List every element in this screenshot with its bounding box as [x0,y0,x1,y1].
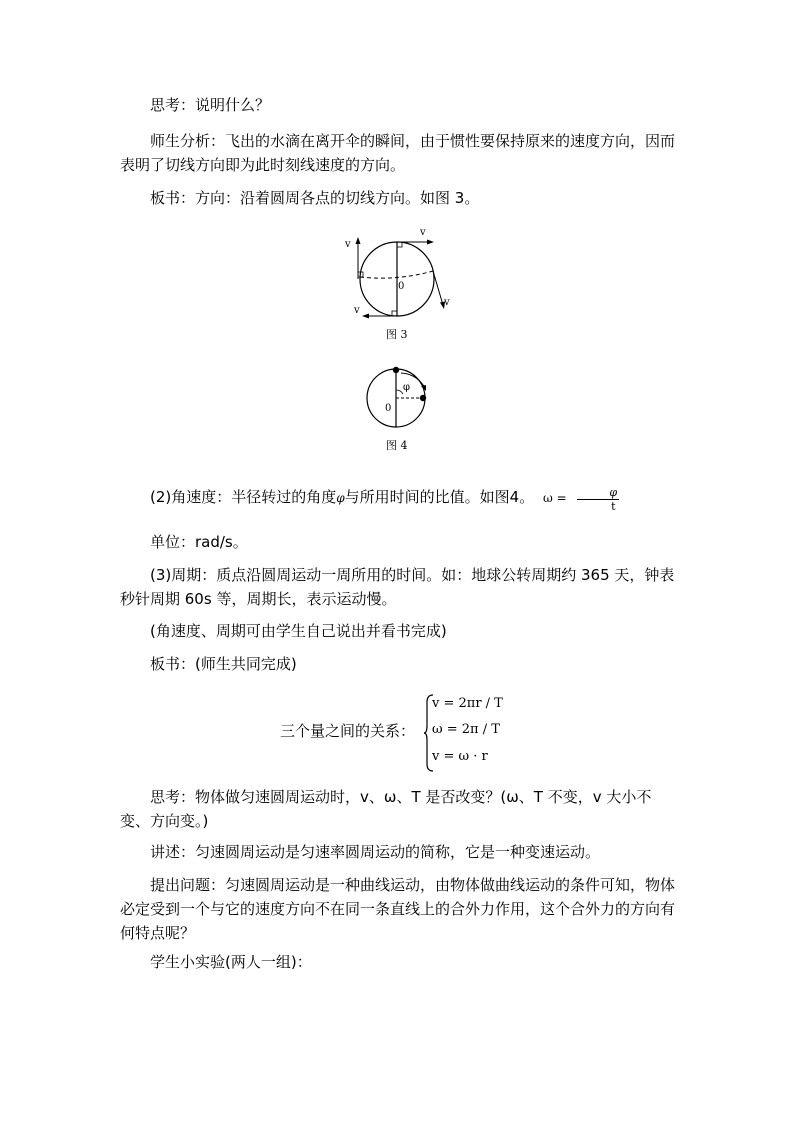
formula-angular-velocity: ω = 2π / T [432,722,500,737]
paragraph-experiment: 学生小实验(两人一组)： [150,953,312,971]
paragraph-lecture: 讲述：匀速圆周运动是匀速率圆周运动的简称，它是一种变速运动。 [150,843,601,861]
paragraph-note: (角速度、周期可由学生自己说出并看书完成) [150,622,447,640]
formula-block [280,692,580,772]
figure-3-diagram [340,225,460,325]
fig3-label-v-left: v [345,239,351,250]
paragraph-angular-velocity [120,484,680,524]
figure-4-diagram [355,364,435,436]
fraction-denominator: t [611,500,616,513]
formula-relation: v = ω · r [432,749,488,764]
fig4-label-center: 0 [385,403,392,414]
paragraph-board-1: 板书：方向：沿着圆周各点的切线方向。如图 3。 [150,189,480,207]
fig3-label-v-right: v [444,297,450,308]
fig3-label-v-top: v [420,227,426,238]
figure-3-caption: 图 3 [386,328,408,341]
paragraph-unit: 单位：rad/s。 [150,533,248,551]
omega-fraction [577,486,619,513]
figure-4-caption: 图 4 [386,439,408,452]
paragraph-period: (3)周期：质点沿圆周运动一周所用的时间。如：地球公转周期约 365 天，钟表秒针周期 60s 等，周期长，表示运动慢。 [120,566,675,608]
fraction-numerator: φ [577,486,619,500]
phi-symbol: φ [336,491,345,505]
paragraph-question: 提出问题：匀速圆周运动是一种曲线运动，由物体做曲线运动的条件可知，物体必定受到一个与它的速度方向不在同一条直线上的合外力作用，这个合外力的方向有何特点呢？ [120,876,676,942]
angular-prefix: (2)角速度：半径转过的角度 [150,488,337,506]
angular-mid: 与所用时间的比值。如图4。 [344,488,535,506]
omega-eq: ω = [542,491,567,505]
fig4-label-angle: φ [403,382,411,393]
paragraph-analysis: 师生分析：飞出的水滴在离开伞的瞬间，由于惯性要保持原来的速度方向，因而表明了切线方向即为此时刻线速度的方向。 [120,132,676,174]
fig3-label-v-bottom: v [354,305,360,316]
paragraph-think-1: 思考：说明什么？ [150,96,271,114]
formula-label: 三个量之间的关系： [280,722,416,740]
paragraph-think-2: 思考：物体做匀速圆周运动时，v、ω、T 是否改变？(ω、T 不变，v 大小不变、方向变。) [120,788,652,830]
paragraph-board-2: 板书：(师生共同完成) [150,655,297,673]
fig3-label-center: 0 [398,281,405,292]
formula-linear-velocity: v = 2πr / T [432,696,503,711]
